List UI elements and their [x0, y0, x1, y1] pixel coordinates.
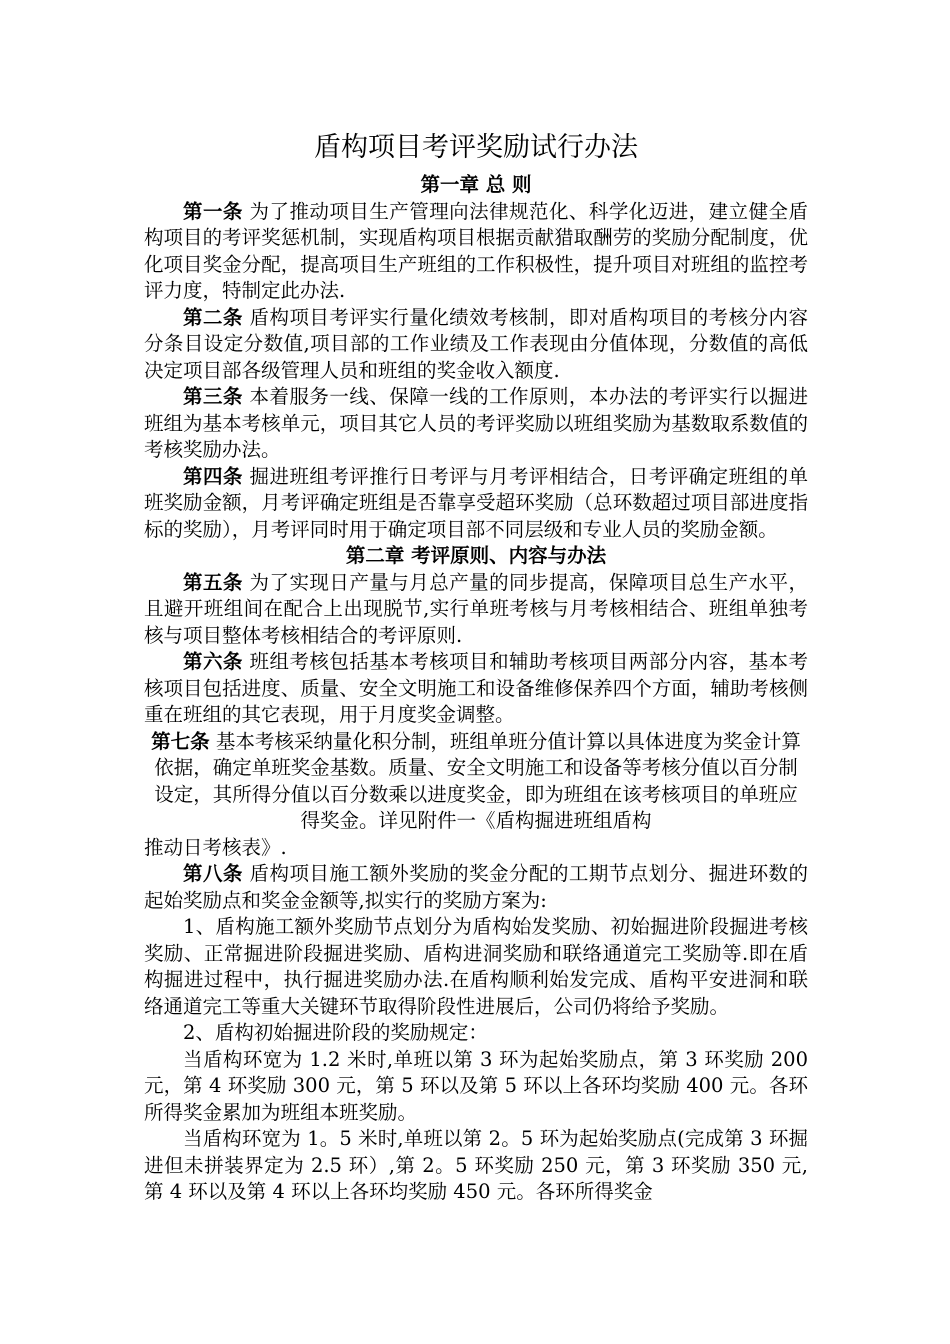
article-text: 班组考核包括基本考核项目和辅助考核项目两部分内容，基本考核项目包括进度、质量、安全文明施工和设备维修保养四个方面，辅助考核侧重在班组的其它表现，用于月度奖金调整。	[144, 650, 808, 726]
article-7	[144, 729, 808, 835]
chapter-heading-2: 第二章 考评原则、内容与办法	[345, 544, 607, 567]
article-8	[144, 861, 808, 914]
article-6	[144, 649, 808, 729]
article-1	[144, 199, 808, 305]
article-text: 盾构项目施工额外奖励的奖金分配的工期节点划分、掘进环数的起始奖励点和奖金金额等,拟实行的奖励方案为:	[144, 862, 808, 912]
paragraph-1: 1、盾构施工额外奖励节点划分为盾构始发奖励、初始掘进阶段掘进考核奖励、正常掘进阶段掘进奖励、盾构进洞奖励和联络通道完工奖励等.即在盾构掘进过程中，执行掘进奖励办法.在盾构顺利始发完成、盾构平安进洞和联络通道完工等重大关键环节取得阶段性进展后，公司仍将给予奖励。	[144, 915, 808, 1018]
article-7-tail: 推动日考核表》.	[144, 835, 287, 859]
article-text: 掘进班组考评推行日考评与月考评相结合，日考评确定班组的单班奖励金额，月考评确定班组是否靠享受超环奖励（总环数超过项目部进度指标的奖励），月考评同时用于确定项目部不同层级和专业人员的奖励金额。	[144, 464, 808, 541]
article-label: 第四条	[183, 464, 243, 488]
article-label: 第三条	[183, 385, 243, 408]
article-label: 第二条	[183, 305, 243, 329]
article-label: 第五条	[183, 570, 243, 594]
article-text: 为了推动项目生产管理向法律规范化、科学化迈进，建立健全盾构项目的考评奖惩机制，实现盾构项目根据贡献猎取酬劳的奖励分配制度，优化项目奖金分配，提高项目生产班组的工作积极性，提升项目对班组的监控考评力度，特制定此办法.	[144, 199, 808, 302]
article-text: 盾构项目考评实行量化绩效考核制，即对盾构项目的考核分内容分条目设定分数值,项目部的工作业绩及工作表现由分值体现，分数值的高低决定项目部各级管理人员和班组的奖金收入额度.	[144, 305, 808, 382]
paragraph-4: 当盾构环宽为 1。5 米时,单班以第 2。5 环为起始奖励点(完成第 3 环掘进但未拼装界定为 2.5 环）,第 2。5 环奖励 250 元，第 3 环奖励 350 元,第 4 环以及第 4 环以上各环均奖励 450 元。各环所得奖金	[144, 1127, 808, 1203]
article-label: 第六条	[183, 650, 243, 673]
article-label: 第八条	[183, 862, 243, 885]
article-text: 本着服务一线、保障一线的工作原则，本办法的考评实行以掘进班组为基本考核单元，项目其它人员的考评奖励以班组奖励为基数取系数值的考核奖励办法。	[144, 385, 808, 461]
article-3	[144, 384, 808, 464]
article-5	[144, 570, 808, 650]
article-label: 第七条	[151, 729, 210, 753]
paragraph-2: 2、盾构初始掘进阶段的奖励规定：	[183, 1021, 488, 1044]
article-text: 基本考核采纳量化积分制，班组单班分值计算以具体进度为奖金计算依据，确定单班奖金基数。质量、安全文明施工和设备等考核分值以百分制设定，其所得分值以百分数乘以进度奖金，即为班组在该考核项目的单班应得奖金。详见附件一《盾构掘进班组盾构	[154, 729, 801, 832]
document-page	[144, 128, 808, 1206]
article-text: 为了实现日产量与月总产量的同步提高，保障项目总生产水平，且避开班组间在配合上出现脱节,实行单班考核与月考核相结合、班组单独考核与项目整体考核相结合的考评原则.	[144, 570, 808, 647]
article-2	[144, 305, 808, 385]
article-4	[144, 464, 808, 544]
paragraph-3: 当盾构环宽为 1.2 米时,单班以第 3 环为起始奖励点，第 3 环奖励 200 元，第 4 环奖励 300 元，第 5 环以及第 5 环以上各环均奖励 400 元。各环所得奖金累加为班组本班奖励。	[144, 1047, 808, 1124]
chapter-heading-1: 第一章 总 则	[420, 173, 532, 196]
article-label: 第一条	[183, 199, 243, 223]
document-title: 盾构项目考评奖励试行办法	[314, 132, 638, 163]
